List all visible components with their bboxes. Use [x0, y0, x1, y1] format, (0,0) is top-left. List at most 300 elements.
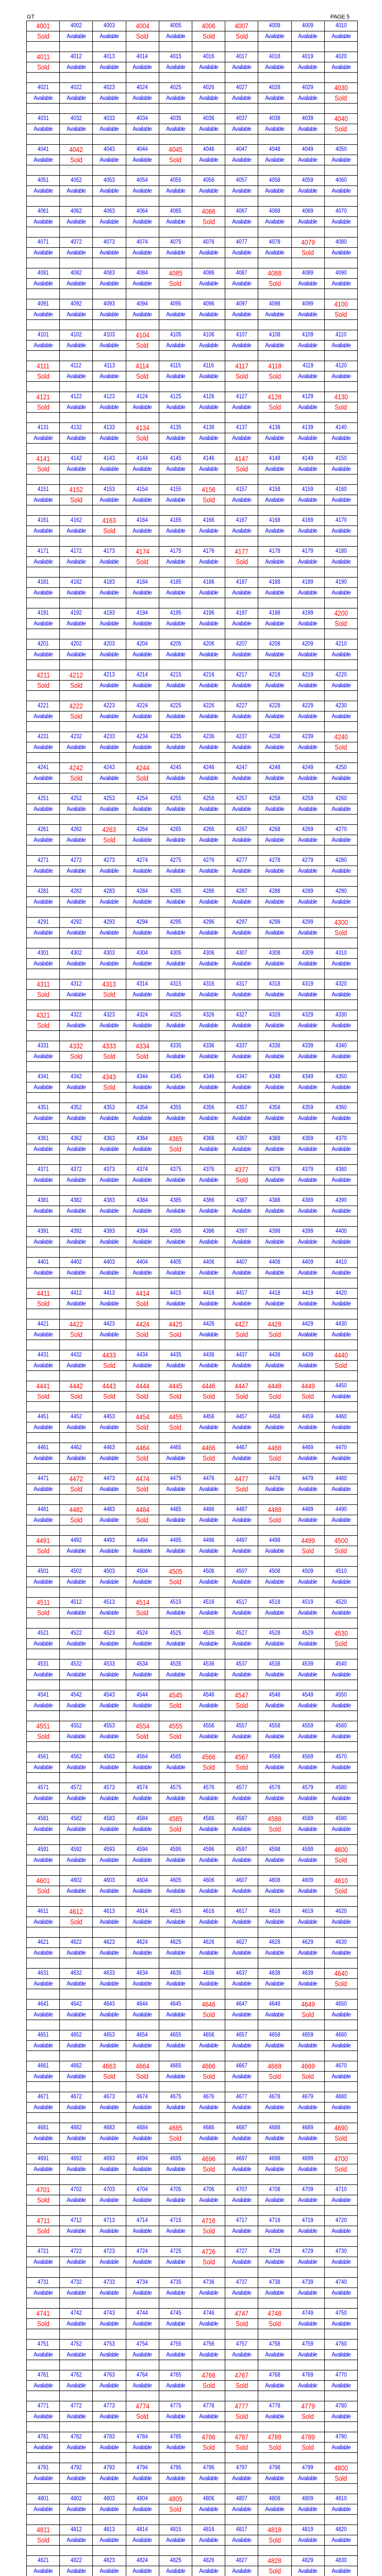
- empty-cell: [192, 227, 225, 238]
- unit-number: 4573: [93, 1783, 126, 1793]
- empty-cell: [258, 907, 291, 918]
- status-available: Available: [60, 1886, 93, 1896]
- empty-cell: [126, 320, 159, 330]
- unit-number: 4546: [192, 1690, 225, 1701]
- spacer-row: [27, 907, 358, 918]
- empty-cell: [258, 567, 291, 578]
- status-available: Available: [126, 495, 159, 505]
- unit-number: 4600: [324, 1845, 357, 1855]
- spacer-row: [27, 474, 358, 485]
- unit-number: 4632: [60, 1969, 93, 1979]
- empty-cell: [225, 1927, 258, 1938]
- empty-cell: [225, 2422, 258, 2432]
- empty-cell: [159, 351, 192, 361]
- unit-number: 4440: [324, 1350, 357, 1361]
- unit-number: 4819: [291, 2525, 324, 2535]
- empty-cell: [126, 753, 159, 763]
- unit-number: 4575: [159, 1783, 192, 1793]
- empty-cell: [324, 2422, 357, 2432]
- status-available: Available: [258, 1021, 291, 1031]
- status-sold: Sold: [27, 681, 60, 691]
- unit-number: 4446: [192, 1381, 225, 1392]
- unit-number: 4800: [324, 2463, 357, 2473]
- status-available: Available: [291, 1484, 324, 1495]
- unit-number-row: [27, 176, 358, 186]
- empty-cell: [324, 1278, 357, 1289]
- unit-status-row: [27, 2535, 358, 2546]
- unit-number: 4088: [258, 268, 291, 279]
- unit-number: 4186: [192, 578, 225, 588]
- unit-number: 4720: [324, 2216, 357, 2226]
- status-sold: Sold: [159, 279, 192, 289]
- empty-cell: [126, 2515, 159, 2525]
- status-available: Available: [93, 1422, 126, 1433]
- unit-number: 4807: [225, 2494, 258, 2504]
- status-available: Available: [27, 1855, 60, 1866]
- unit-number: 4246: [192, 763, 225, 773]
- status-available: Available: [159, 93, 192, 104]
- status-sold: Sold: [258, 2535, 291, 2546]
- unit-number: 4066: [192, 207, 225, 217]
- empty-cell: [225, 196, 258, 207]
- empty-cell: [258, 2360, 291, 2370]
- unit-number: 4739: [291, 2278, 324, 2288]
- unit-number-row: [27, 2370, 358, 2381]
- empty-cell: [27, 2422, 60, 2432]
- status-available: Available: [27, 341, 60, 351]
- empty-cell: [192, 474, 225, 485]
- status-sold: Sold: [159, 1422, 192, 1433]
- empty-cell: [27, 165, 60, 176]
- empty-cell: [291, 1495, 324, 1505]
- status-available: Available: [225, 2566, 258, 2576]
- status-available: Available: [291, 1082, 324, 1093]
- empty-cell: [324, 413, 357, 423]
- empty-cell: [126, 2298, 159, 2309]
- spacer-row: [27, 2267, 358, 2278]
- unit-number: 4729: [291, 2247, 324, 2257]
- unit-number: 4147: [225, 454, 258, 464]
- status-available: Available: [192, 124, 225, 134]
- status-sold: Sold: [159, 155, 192, 165]
- status-available: Available: [258, 1206, 291, 1216]
- empty-cell: [60, 2546, 93, 2556]
- unit-number: 4010: [324, 21, 357, 31]
- empty-cell: [291, 1835, 324, 1845]
- unit-number: 4458: [258, 1412, 291, 1422]
- status-available: Available: [324, 681, 357, 691]
- empty-cell: [291, 2546, 324, 2556]
- status-available: Available: [93, 959, 126, 969]
- unit-number: 4012: [60, 52, 93, 62]
- empty-cell: [258, 1031, 291, 1041]
- status-available: Available: [291, 1515, 324, 1526]
- unit-number: 4279: [291, 856, 324, 866]
- status-available: Available: [225, 1546, 258, 1556]
- unit-number: 4084: [126, 268, 159, 279]
- empty-cell: [324, 2391, 357, 2401]
- unit-number: 4155: [159, 485, 192, 495]
- unit-status-row: [27, 155, 358, 165]
- status-available: Available: [126, 1206, 159, 1216]
- status-sold: Sold: [126, 557, 159, 567]
- unit-number: 4640: [324, 1969, 357, 1979]
- unit-number: 4350: [324, 1072, 357, 1082]
- unit-number: 4643: [93, 1999, 126, 2010]
- empty-cell: [93, 505, 126, 516]
- unit-status-row: [27, 1237, 358, 1247]
- unit-number: 4053: [93, 176, 126, 186]
- empty-cell: [225, 1278, 258, 1289]
- unit-status-row: [27, 897, 358, 907]
- empty-cell: [324, 1402, 357, 1412]
- status-available: Available: [324, 1732, 357, 1742]
- unit-number: 4466: [192, 1443, 225, 1453]
- unit-number: 4795: [159, 2463, 192, 2473]
- status-available: Available: [126, 310, 159, 320]
- unit-number: 4578: [258, 1783, 291, 1793]
- empty-cell: [192, 2391, 225, 2401]
- status-available: Available: [126, 1082, 159, 1093]
- empty-cell: [192, 753, 225, 763]
- status-available: Available: [291, 1299, 324, 1309]
- unit-number: 4116: [192, 361, 225, 371]
- status-available: Available: [291, 804, 324, 815]
- empty-cell: [225, 2144, 258, 2154]
- status-available: Available: [159, 773, 192, 784]
- unit-number: 4198: [258, 608, 291, 619]
- status-sold: Sold: [258, 1515, 291, 1526]
- status-available: Available: [126, 2288, 159, 2298]
- spacer-row: [27, 660, 358, 670]
- status-available: Available: [27, 835, 60, 845]
- unit-number: 4421: [27, 1319, 60, 1330]
- empty-cell: [291, 1711, 324, 1721]
- empty-cell: [225, 722, 258, 732]
- status-available: Available: [258, 2412, 291, 2422]
- empty-cell: [60, 2453, 93, 2463]
- spacer-row: [27, 876, 358, 887]
- unit-number: 4220: [324, 670, 357, 681]
- status-available: Available: [225, 2072, 258, 2082]
- unit-number: 4820: [324, 2525, 357, 2535]
- unit-number: 4826: [192, 2556, 225, 2566]
- unit-number: 4127: [225, 392, 258, 402]
- empty-cell: [93, 42, 126, 52]
- empty-cell: [192, 2144, 225, 2154]
- unit-number: 4090: [324, 268, 357, 279]
- unit-number-row: [27, 732, 358, 742]
- status-available: Available: [324, 2010, 357, 2020]
- unit-number: 4173: [93, 547, 126, 557]
- empty-cell: [93, 1711, 126, 1721]
- unit-number: 4413: [93, 1289, 126, 1299]
- unit-number: 4191: [27, 608, 60, 619]
- unit-status-row: [27, 1577, 358, 1587]
- unit-number-row: [27, 578, 358, 588]
- empty-cell: [126, 1742, 159, 1752]
- empty-cell: [192, 2298, 225, 2309]
- empty-cell: [258, 1835, 291, 1845]
- status-available: Available: [60, 1175, 93, 1185]
- status-sold: Sold: [27, 2195, 60, 2206]
- unit-number: 4527: [225, 1629, 258, 1639]
- empty-cell: [291, 907, 324, 918]
- empty-cell: [324, 1680, 357, 1690]
- empty-cell: [159, 2329, 192, 2340]
- status-available: Available: [291, 1732, 324, 1742]
- unit-number: 4363: [93, 1134, 126, 1144]
- empty-cell: [192, 567, 225, 578]
- empty-cell: [291, 73, 324, 83]
- empty-cell: [291, 1927, 324, 1938]
- unit-number: 4803: [93, 2494, 126, 2504]
- empty-cell: [258, 1124, 291, 1134]
- unit-number: 4099: [291, 299, 324, 310]
- empty-cell: [225, 1031, 258, 1041]
- status-available: Available: [192, 1484, 225, 1495]
- unit-number: 4245: [159, 763, 192, 773]
- empty-cell: [225, 73, 258, 83]
- empty-cell: [225, 505, 258, 516]
- empty-cell: [324, 2515, 357, 2525]
- unit-number: 4185: [159, 578, 192, 588]
- empty-cell: [291, 1000, 324, 1010]
- empty-cell: [225, 2236, 258, 2247]
- empty-cell: [324, 289, 357, 299]
- unit-number: 4469: [291, 1443, 324, 1453]
- status-available: Available: [291, 464, 324, 474]
- unit-number: 4001: [27, 21, 60, 31]
- empty-cell: [258, 2484, 291, 2494]
- unit-status-row: [27, 1484, 358, 1495]
- status-available: Available: [258, 2133, 291, 2144]
- status-available: Available: [159, 588, 192, 598]
- empty-cell: [324, 938, 357, 948]
- status-available: Available: [27, 2412, 60, 2422]
- status-sold: Sold: [225, 2412, 258, 2422]
- empty-cell: [60, 1216, 93, 1227]
- unit-number: 4597: [225, 1845, 258, 1855]
- empty-cell: [192, 2546, 225, 2556]
- status-available: Available: [291, 1237, 324, 1247]
- empty-cell: [60, 1989, 93, 1999]
- unit-number: 4594: [126, 1845, 159, 1855]
- unit-number: 4432: [60, 1350, 93, 1361]
- unit-number: 4659: [291, 2030, 324, 2041]
- status-available: Available: [60, 2195, 93, 2206]
- unit-number: 4732: [60, 2278, 93, 2288]
- status-available: Available: [93, 804, 126, 815]
- unit-number: 4457: [225, 1412, 258, 1422]
- empty-cell: [159, 1866, 192, 1876]
- empty-cell: [192, 1464, 225, 1474]
- unit-number: 4451: [27, 1412, 60, 1422]
- status-available: Available: [60, 248, 93, 258]
- empty-cell: [126, 1618, 159, 1629]
- empty-cell: [291, 258, 324, 268]
- unit-number: 4479: [291, 1474, 324, 1484]
- empty-cell: [27, 1835, 60, 1845]
- unit-number: 4389: [291, 1196, 324, 1206]
- status-available: Available: [126, 1113, 159, 1124]
- status-sold: Sold: [258, 2072, 291, 2082]
- status-available: Available: [291, 31, 324, 42]
- status-available: Available: [159, 1237, 192, 1247]
- status-available: Available: [93, 588, 126, 598]
- empty-cell: [126, 258, 159, 268]
- empty-cell: [324, 196, 357, 207]
- status-available: Available: [60, 1021, 93, 1031]
- unit-number: 4494: [126, 1536, 159, 1546]
- empty-cell: [60, 1556, 93, 1567]
- status-available: Available: [159, 217, 192, 227]
- spacer-row: [27, 1711, 358, 1721]
- empty-cell: [93, 444, 126, 454]
- empty-cell: [159, 876, 192, 887]
- empty-cell: [60, 1031, 93, 1041]
- unit-number: 4381: [27, 1196, 60, 1206]
- status-available: Available: [192, 2103, 225, 2113]
- empty-cell: [225, 2484, 258, 2494]
- unit-number: 4168: [258, 516, 291, 526]
- status-available: Available: [159, 2566, 192, 2576]
- empty-cell: [258, 1464, 291, 1474]
- unit-status-row: [27, 1422, 358, 1433]
- status-available: Available: [159, 1886, 192, 1896]
- unit-number-row: [27, 2123, 358, 2133]
- unit-number: 4262: [60, 825, 93, 835]
- empty-cell: [126, 227, 159, 238]
- status-available: Available: [291, 1886, 324, 1896]
- empty-cell: [27, 2113, 60, 2123]
- status-available: Available: [291, 1917, 324, 1927]
- empty-cell: [27, 2082, 60, 2092]
- empty-cell: [126, 2546, 159, 2556]
- empty-cell: [258, 2113, 291, 2123]
- status-available: Available: [27, 557, 60, 567]
- unit-number: 4374: [126, 1165, 159, 1175]
- empty-cell: [27, 1989, 60, 1999]
- unit-status-row: [27, 2412, 358, 2422]
- status-available: Available: [159, 2010, 192, 2020]
- status-available: Available: [60, 1701, 93, 1711]
- unit-number: 4259: [291, 794, 324, 804]
- unit-number: 4766: [192, 2370, 225, 2381]
- status-available: Available: [258, 155, 291, 165]
- empty-cell: [324, 1773, 357, 1783]
- status-available: Available: [60, 1639, 93, 1649]
- empty-cell: [27, 1526, 60, 1536]
- empty-cell: [93, 73, 126, 83]
- unit-number: 4318: [258, 979, 291, 990]
- status-available: Available: [27, 2473, 60, 2484]
- status-sold: Sold: [126, 1422, 159, 1433]
- empty-cell: [27, 320, 60, 330]
- unit-number: 4752: [60, 2340, 93, 2350]
- status-available: Available: [93, 2319, 126, 2329]
- status-available: Available: [291, 1113, 324, 1124]
- status-sold: Sold: [324, 2473, 357, 2484]
- status-sold: Sold: [126, 1330, 159, 1340]
- status-available: Available: [159, 1082, 192, 1093]
- empty-cell: [159, 289, 192, 299]
- unit-number: 4445: [159, 1381, 192, 1392]
- unit-number: 4101: [27, 330, 60, 341]
- unit-number: 4710: [324, 2185, 357, 2195]
- unit-number: 4046: [192, 145, 225, 155]
- empty-cell: [192, 1649, 225, 1659]
- unit-number: 4757: [225, 2340, 258, 2350]
- status-available: Available: [291, 526, 324, 536]
- unit-number: 4424: [126, 1319, 159, 1330]
- unit-status-row: [27, 1793, 358, 1804]
- status-sold: Sold: [60, 1330, 93, 1340]
- unit-number: 4431: [27, 1350, 60, 1361]
- empty-cell: [60, 1495, 93, 1505]
- status-available: Available: [27, 1577, 60, 1587]
- status-available: Available: [93, 1886, 126, 1896]
- unit-number: 4112: [60, 361, 93, 371]
- unit-number: 4178: [258, 547, 291, 557]
- empty-cell: [291, 2206, 324, 2216]
- unit-number: 4529: [291, 1629, 324, 1639]
- unit-number: 4561: [27, 1752, 60, 1762]
- status-available: Available: [159, 1175, 192, 1185]
- status-available: Available: [324, 217, 357, 227]
- empty-cell: [225, 1804, 258, 1814]
- unit-number: 4164: [126, 516, 159, 526]
- empty-cell: [159, 320, 192, 330]
- unit-number: 4346: [192, 1072, 225, 1082]
- empty-cell: [225, 1000, 258, 1010]
- empty-cell: [192, 1185, 225, 1196]
- status-available: Available: [192, 804, 225, 815]
- empty-cell: [291, 722, 324, 732]
- empty-cell: [159, 1835, 192, 1845]
- empty-cell: [126, 2267, 159, 2278]
- unit-number: 4686: [192, 2123, 225, 2133]
- status-available: Available: [258, 1608, 291, 1618]
- empty-cell: [291, 320, 324, 330]
- empty-cell: [159, 753, 192, 763]
- spacer-row: [27, 969, 358, 979]
- unit-number: 4590: [324, 1814, 357, 1824]
- empty-cell: [324, 1927, 357, 1938]
- status-available: Available: [192, 2350, 225, 2360]
- unit-number: 4576: [192, 1783, 225, 1793]
- unit-number: 4111: [27, 361, 60, 371]
- unit-number: 4688: [258, 2123, 291, 2133]
- unit-number: 4822: [60, 2556, 93, 2566]
- unit-number-row: [27, 114, 358, 124]
- unit-number: 4677: [225, 2092, 258, 2103]
- empty-cell: [291, 1124, 324, 1134]
- empty-cell: [291, 1989, 324, 1999]
- unit-number: 4221: [27, 701, 60, 711]
- unit-number: 4560: [324, 1721, 357, 1732]
- status-available: Available: [93, 1299, 126, 1309]
- unit-number: 4222: [60, 701, 93, 711]
- unit-number: 4460: [324, 1412, 357, 1422]
- empty-cell: [27, 1216, 60, 1227]
- unit-number: 4482: [60, 1505, 93, 1515]
- empty-cell: [225, 2515, 258, 2525]
- unit-number: 4252: [60, 794, 93, 804]
- status-available: Available: [60, 990, 93, 1000]
- status-available: Available: [27, 1082, 60, 1093]
- unit-number: 4049: [291, 145, 324, 155]
